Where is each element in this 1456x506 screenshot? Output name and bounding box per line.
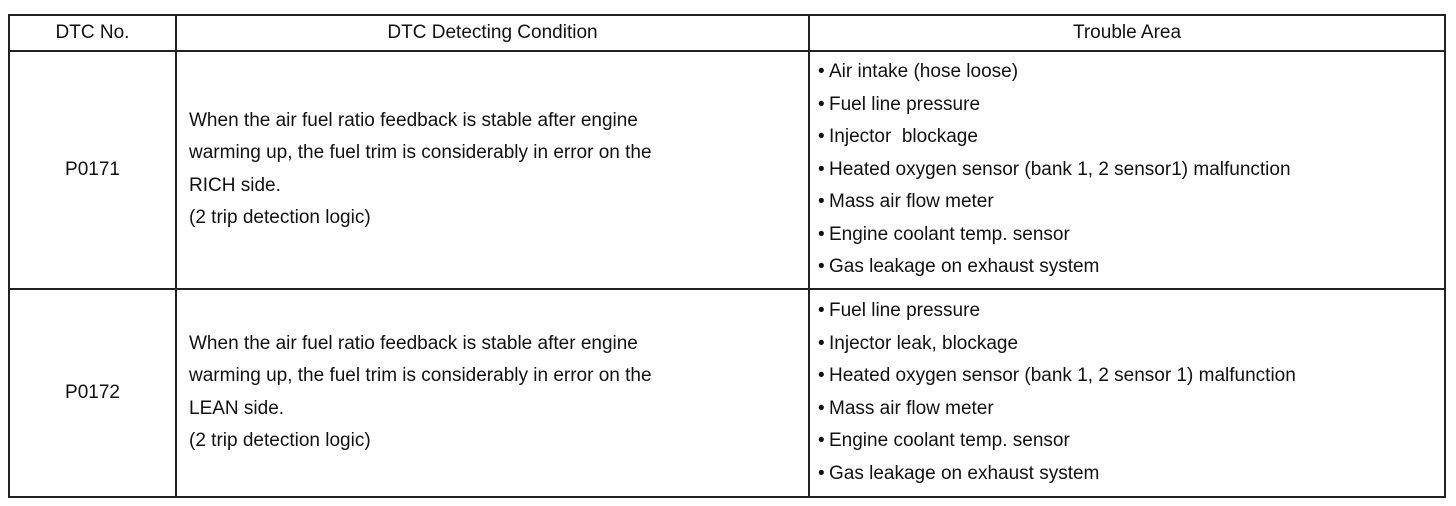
bullet-icon: • — [818, 61, 825, 82]
table-row — [9, 51, 1445, 289]
trouble-area-item: Fuel line pressure — [829, 300, 981, 321]
trouble-area-cell — [809, 51, 1445, 289]
trouble-area-item: Heated oxygen sensor (bank 1, 2 sensor1) malfunction — [829, 158, 1291, 180]
list-item — [818, 360, 1444, 393]
trouble-area-list — [818, 56, 1444, 284]
table-row — [9, 289, 1445, 497]
trouble-area-item: Gas leakage on exhaust system — [829, 462, 1100, 484]
trouble-area-item: Heated oxygen sensor (bank 1, 2 sensor 1) malfunction — [829, 365, 1296, 386]
dtc-code-cell: P0171 — [9, 51, 176, 289]
trouble-area-item: Air intake (hose loose) — [829, 61, 1019, 82]
bullet-icon: • — [818, 256, 825, 277]
bullet-icon: • — [818, 365, 825, 386]
bullet-icon: • — [818, 191, 825, 212]
list-item — [818, 219, 1444, 252]
table-header-row — [9, 15, 1445, 51]
list-item — [818, 295, 1444, 328]
condition-line: LEAN side. — [189, 397, 285, 419]
bullet-icon: • — [818, 158, 825, 180]
header-detecting-condition: DTC Detecting Condition — [176, 15, 809, 51]
list-item — [818, 251, 1444, 284]
trouble-area-item: Injector leak, blockage — [829, 332, 1019, 354]
condition-line: RICH side. — [189, 174, 281, 196]
condition-line: When the air fuel ratio feedback is stable after engine — [189, 109, 638, 131]
bullet-icon: • — [818, 430, 825, 451]
trouble-area-item: Gas leakage on exhaust system — [829, 256, 1100, 277]
trouble-area-item: Mass air flow meter — [829, 191, 994, 212]
bullet-icon: • — [818, 126, 825, 147]
condition-line: When the air fuel ratio feedback is stable after engine — [189, 332, 638, 354]
list-item — [818, 458, 1444, 491]
bullet-icon: • — [818, 223, 825, 245]
bullet-icon: • — [818, 462, 825, 484]
trouble-area-item: Injector blockage — [829, 126, 978, 147]
trouble-area-item: Engine coolant temp. sensor — [829, 430, 1070, 451]
list-item — [818, 186, 1444, 219]
list-item — [818, 154, 1444, 187]
trouble-area-cell — [809, 289, 1445, 497]
trouble-area-item: Fuel line pressure — [829, 93, 981, 115]
list-item — [818, 56, 1444, 89]
header-trouble-area: Trouble Area — [809, 15, 1445, 51]
list-item — [818, 89, 1444, 122]
list-item — [818, 328, 1444, 361]
list-item — [818, 425, 1444, 458]
condition-line: warming up, the fuel trim is considerably in error on the — [189, 142, 652, 164]
bullet-icon: • — [818, 332, 825, 354]
detecting-condition-cell — [176, 51, 809, 289]
bullet-icon: • — [818, 300, 825, 321]
bullet-icon: • — [818, 397, 825, 419]
trouble-area-item: Mass air flow meter — [829, 397, 994, 419]
header-dtc-no: DTC No. — [9, 15, 176, 51]
trouble-area-list — [818, 295, 1444, 490]
condition-line: warming up, the fuel trim is considerably in error on the — [189, 365, 652, 386]
list-item — [818, 393, 1444, 426]
condition-line: (2 trip detection logic) — [189, 430, 371, 451]
condition-line: (2 trip detection logic) — [189, 207, 371, 229]
list-item — [818, 121, 1444, 154]
dtc-code-cell: P0172 — [9, 289, 176, 497]
bullet-icon: • — [818, 93, 825, 115]
trouble-area-item: Engine coolant temp. sensor — [829, 223, 1070, 245]
dtc-table — [8, 14, 1446, 498]
detecting-condition-cell — [176, 289, 809, 497]
